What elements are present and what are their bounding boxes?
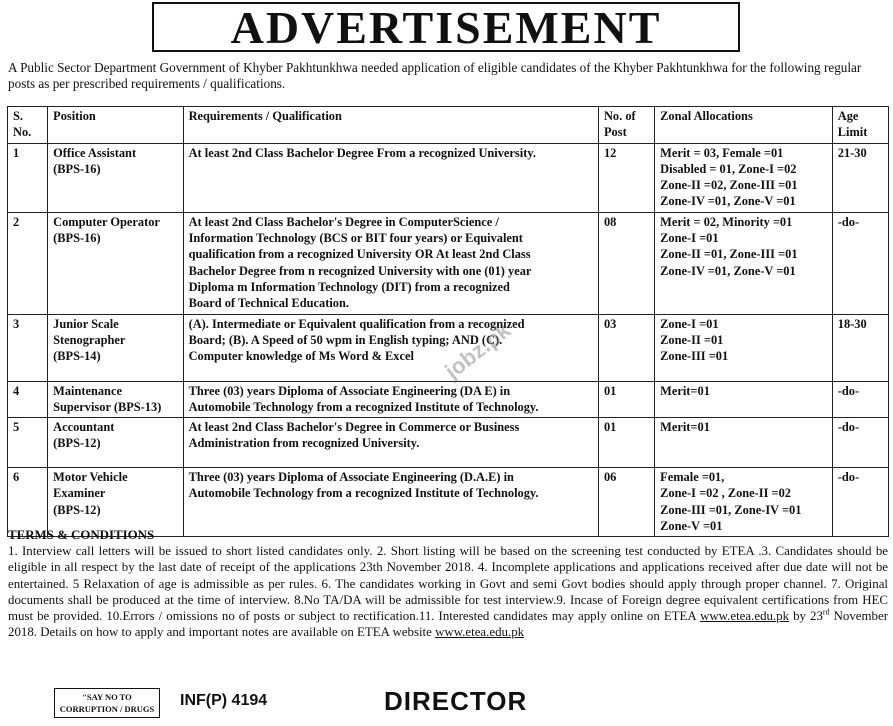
footer-bar bbox=[8, 688, 886, 722]
slogan-line-1: "SAY NO TO bbox=[82, 692, 132, 702]
say-no-to-corruption-badge bbox=[54, 688, 160, 718]
etea-link-1[interactable]: www.etea.edu.pk bbox=[700, 609, 790, 624]
inf-number: INF(P) 4194 bbox=[180, 692, 268, 709]
terms-text-end: November 2018. Details on how to apply and important notes are available on ETEA website bbox=[8, 609, 889, 640]
header-position: Position bbox=[48, 107, 183, 144]
cell-age: 21-30 bbox=[832, 143, 888, 212]
advertisement-title-box bbox=[152, 2, 740, 52]
cell-posts: 12 bbox=[598, 143, 654, 212]
terms-date: by 23 bbox=[789, 609, 823, 624]
header-age: Age Limit bbox=[832, 107, 888, 144]
cell-zonal: Female =01, Zone-I =02 , Zone-II =02 Zone-III =01, Zone-IV =01 Zone-V =01 bbox=[655, 468, 833, 537]
posts-table bbox=[7, 106, 889, 537]
cell-position: Motor Vehicle Examiner (BPS-12) bbox=[48, 468, 183, 537]
table-row bbox=[8, 418, 889, 468]
header-posts: No. of Post bbox=[598, 107, 654, 144]
cell-position: Office Assistant (BPS-16) bbox=[48, 143, 183, 212]
watermark: jobz.pk bbox=[440, 317, 516, 384]
header-sn: S. No. bbox=[8, 107, 48, 144]
cell-zonal: Merit = 02, Minority =01 Zone-I =01 Zone-II =01, Zone-III =01 Zone-IV =01, Zone-V =01 bbox=[655, 212, 833, 314]
director-signature: DIRECTOR bbox=[384, 686, 528, 716]
terms-body bbox=[8, 543, 888, 640]
cell-posts: 01 bbox=[598, 381, 654, 418]
intro-paragraph: A Public Sector Department Government of Khyber Pakhtunkhwa needed application of eligible candidates of the Khyber Pakhtunkhwa for the following regular posts as per prescribed requirements / qualifications. bbox=[8, 60, 862, 91]
table-row bbox=[8, 143, 889, 212]
cell-sn: 6 bbox=[8, 468, 48, 537]
slogan-line-2: CORRUPTION / DRUGS bbox=[59, 704, 155, 714]
cell-sn: 4 bbox=[8, 381, 48, 418]
cell-sn: 3 bbox=[8, 314, 48, 381]
terms-section bbox=[8, 527, 888, 640]
cell-requirements: At least 2nd Class Bachelor's Degree in Commerce or Business Administration from recognized University. bbox=[183, 418, 598, 468]
cell-zonal: Zone-I =01 Zone-II =01 Zone-III =01 bbox=[655, 314, 833, 381]
advertisement-title: ADVERTISEMENT bbox=[230, 2, 662, 53]
cell-position: Maintenance Supervisor (BPS-13) bbox=[48, 381, 183, 418]
etea-link-2[interactable]: www.etea.edu.pk bbox=[435, 625, 525, 640]
cell-posts: 01 bbox=[598, 418, 654, 468]
cell-age: -do- bbox=[832, 381, 888, 418]
cell-age: 18-30 bbox=[832, 314, 888, 381]
cell-requirements: (A). Intermediate or Equivalent qualification from a recognized Board; (B). A Speed of 50 wpm in English typing; AND (C). Computer knowledge of Ms Word & Excel bbox=[183, 314, 598, 381]
cell-requirements: At least 2nd Class Bachelor Degree From a recognized University. bbox=[183, 143, 598, 212]
table-row bbox=[8, 212, 889, 314]
cell-age: -do- bbox=[832, 212, 888, 314]
header-requirements: Requirements / Qualification bbox=[183, 107, 598, 144]
cell-requirements: Three (03) years Diploma of Associate Engineering (D.A.E) in Automobile Technology from a recognized Institute of Technology. bbox=[183, 468, 598, 537]
cell-age: -do- bbox=[832, 468, 888, 537]
terms-text: 1. Interview call letters will be issued to short listed candidates only. 2. Short listing will be based on the screening test conducted by ETEA .3. Candidates should be eligible in all respect by the last date of receipt of the applications 23th November 2018. 4. Incomplete applications and applications received after due date will not be entertained. 5 Relaxation of age is admissible as per rules. 6. The candidates working in Govt and semi Govt bodies should apply through proper channel. 7. Original documents shall be produced at the time of interview. 8.No TA/DA will be admissible for test interview.9. Incase of Foreign degree equivalent certifications from HEC must be provided. 10.Errors / omissions no of posts or subject to rectification.11. Interested candidates may apply online on ETEA bbox=[8, 544, 888, 624]
cell-zonal: Merit = 03, Female =01 Disabled = 01, Zone-I =02 Zone-II =02, Zone-III =01 Zone-IV =01, Zone-V =01 bbox=[655, 143, 833, 212]
terms-heading: TERMS & CONDITIONS bbox=[8, 528, 155, 542]
cell-sn: 5 bbox=[8, 418, 48, 468]
header-zonal: Zonal Allocations bbox=[655, 107, 833, 144]
cell-zonal: Merit=01 bbox=[655, 381, 833, 418]
terms-date-suffix: rd bbox=[822, 607, 830, 617]
cell-zonal: Merit=01 bbox=[655, 418, 833, 468]
table-row bbox=[8, 381, 889, 418]
cell-posts: 03 bbox=[598, 314, 654, 381]
cell-posts: 08 bbox=[598, 212, 654, 314]
cell-requirements: At least 2nd Class Bachelor's Degree in ComputerScience / Information Technology (BCS or BIT four years) or Equivalent qualification from a recognized University OR At least 2nd Class Bachelor Degree from n recognized University with one (01) year Diploma m Information Technology (DIT) from a recognized Board of Technical Education. bbox=[183, 212, 598, 314]
table-header-row bbox=[8, 107, 889, 144]
cell-age: -do- bbox=[832, 418, 888, 468]
cell-sn: 2 bbox=[8, 212, 48, 314]
cell-posts: 06 bbox=[598, 468, 654, 537]
cell-position: Computer Operator (BPS-16) bbox=[48, 212, 183, 314]
cell-sn: 1 bbox=[8, 143, 48, 212]
cell-requirements: Three (03) years Diploma of Associate Engineering (DA E) in Automobile Technology from a recognized Institute of Technology. bbox=[183, 381, 598, 418]
cell-position: Junior Scale Stenographer (BPS-14) bbox=[48, 314, 183, 381]
cell-position: Accountant (BPS-12) bbox=[48, 418, 183, 468]
